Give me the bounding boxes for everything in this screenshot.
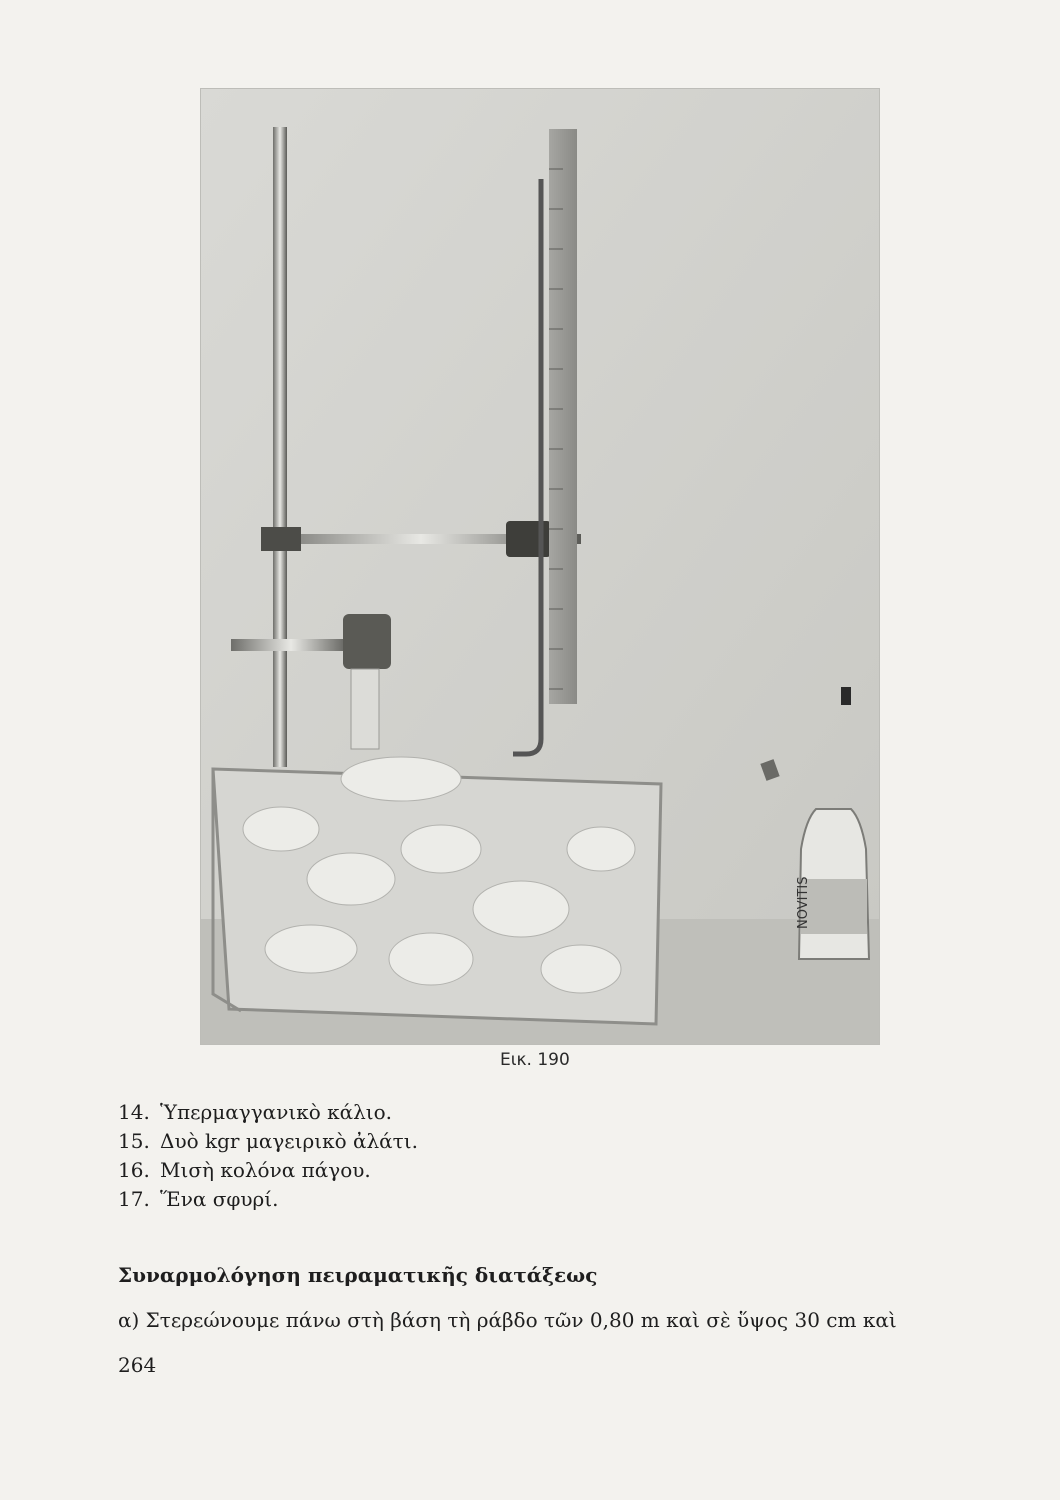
page-number: 264 (118, 1353, 157, 1377)
list-item: 16. Μισὴ κολόνα πάγου. (118, 1158, 371, 1182)
section-heading: Συναρμολόγηση πειραματικῆς διατάξεως (118, 1263, 598, 1287)
bottle-label: NOVITIS (796, 876, 811, 929)
list-item: 15. Δυὸ kgr μαγειρικὸ ἀλάτι. (118, 1129, 418, 1153)
figure-photograph (200, 88, 880, 1045)
figure-caption: Εικ. 190 (500, 1050, 570, 1070)
materials-list (118, 1098, 418, 1214)
list-item: 14. Ὑπερμαγγανικὸ κάλιο. (118, 1100, 393, 1124)
list-item: 17. Ἕνα σφυρί. (118, 1187, 279, 1211)
ruler (549, 129, 577, 704)
test-tube (351, 669, 379, 749)
paragraph: α) Στερεώνουμε πάνω στὴ βάση τὴ ράβδο τῶν 0,80 m καὶ σὲ ὕψος 30 cm καὶ (118, 1308, 897, 1332)
stand-rod (273, 127, 287, 767)
stopper (343, 614, 391, 669)
